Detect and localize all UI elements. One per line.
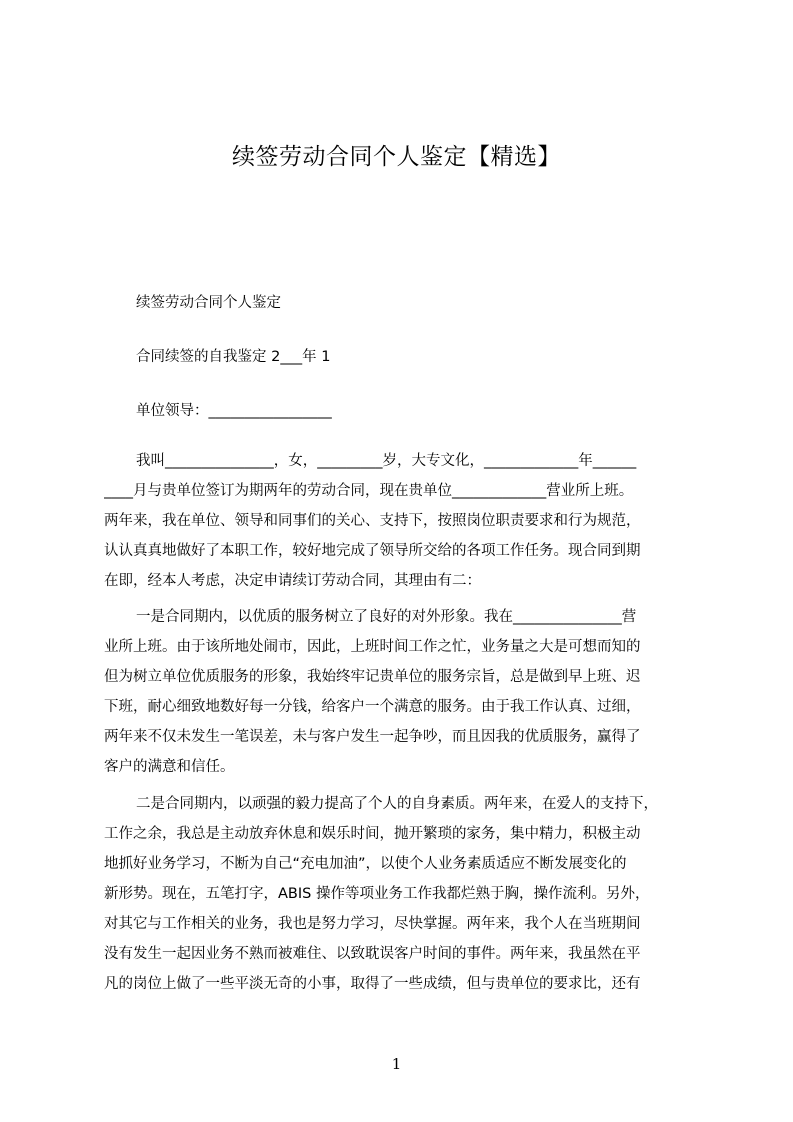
- paragraph-line: 业所上班。由于该所地处闹市，因此，上班时间工作之忙，业务量之大是可想而知的: [104, 639, 641, 655]
- paragraph-line: 新形势。现在，五笔打字，ABIS 操作等项业务工作我都烂熟于胸，操作流利。另外，: [104, 886, 650, 902]
- paragraph-intro: [104, 446, 704, 596]
- paragraph-line: 但为树立单位优质服务的形象，我始终牢记贵单位的服务宗旨，总是做到早上班、迟: [104, 669, 641, 685]
- paragraph-line: 一是合同期内，以优质的服务树立了良好的对外形象。我在_______________营: [136, 609, 637, 625]
- paragraph-line: 工作之余，我总是主动放弃休息和娱乐时间，抛开繁琐的家务，集中精力，积极主动: [104, 826, 641, 842]
- paragraph-line: 对其它与工作相关的业务，我也是努力学习，尽快掌握。两年来，我个人在当班期间: [104, 916, 641, 932]
- paragraph-line: 两年来不仅未发生一笔误差，未与客户发生一起争吵，而且因我的优质服务，赢得了: [104, 729, 641, 745]
- paragraph-line: 没有发生一起因业务不熟而被难住、以致耽误客户时间的事件。两年来，我虽然在平: [104, 946, 641, 962]
- paragraph-line: 凡的岗位上做了一些平淡无奇的小事，取得了一些成绩，但与贵单位的要求比，还有: [104, 976, 641, 992]
- paragraph-reason-two: [104, 789, 704, 999]
- document-subtitle: 续签劳动合同个人鉴定: [136, 295, 281, 311]
- paragraph-line: 二是合同期内，以顽强的毅力提高了个人的自身素质。两年来，在爱人的支持下，: [136, 796, 658, 812]
- salutation: 单位领导：_________________: [136, 403, 332, 419]
- paragraph-reason-one: [104, 602, 704, 782]
- paragraph-line: 认认真真地做好了本职工作，较好地完成了领导所交给的各项工作任务。现合同到期: [104, 543, 641, 559]
- paragraph-line: 地抓好业务学习，不断为自己“充电加油”，以使个人业务素质适应不断发展变化的: [104, 856, 627, 872]
- paragraph-line: 两年来，我在单位、领导和同事们的关心、支持下，按照岗位职责要求和行为规范，: [104, 513, 641, 529]
- paragraph-line: 在即，经本人考虑，决定申请续订劳动合同，其理由有二：: [104, 573, 481, 589]
- paragraph-line: 下班，耐心细致地数好每一分钱，给客户一个满意的服务。由于我工作认真、过细，: [104, 699, 641, 715]
- paragraph-line: 我叫_______________，女，_________岁，大专文化，_____________年______: [136, 453, 637, 469]
- document-title: 续签劳动合同个人鉴定【精选】: [232, 144, 561, 170]
- document-heading: 合同续签的自我鉴定 2___年 1: [136, 349, 331, 365]
- page-number: 1: [391, 1055, 402, 1073]
- paragraph-line: ____月与贵单位签订为期两年的劳动合同，现在贵单位_____________营业所上班。: [104, 483, 634, 499]
- paragraph-line: 客户的满意和信任。: [104, 759, 235, 775]
